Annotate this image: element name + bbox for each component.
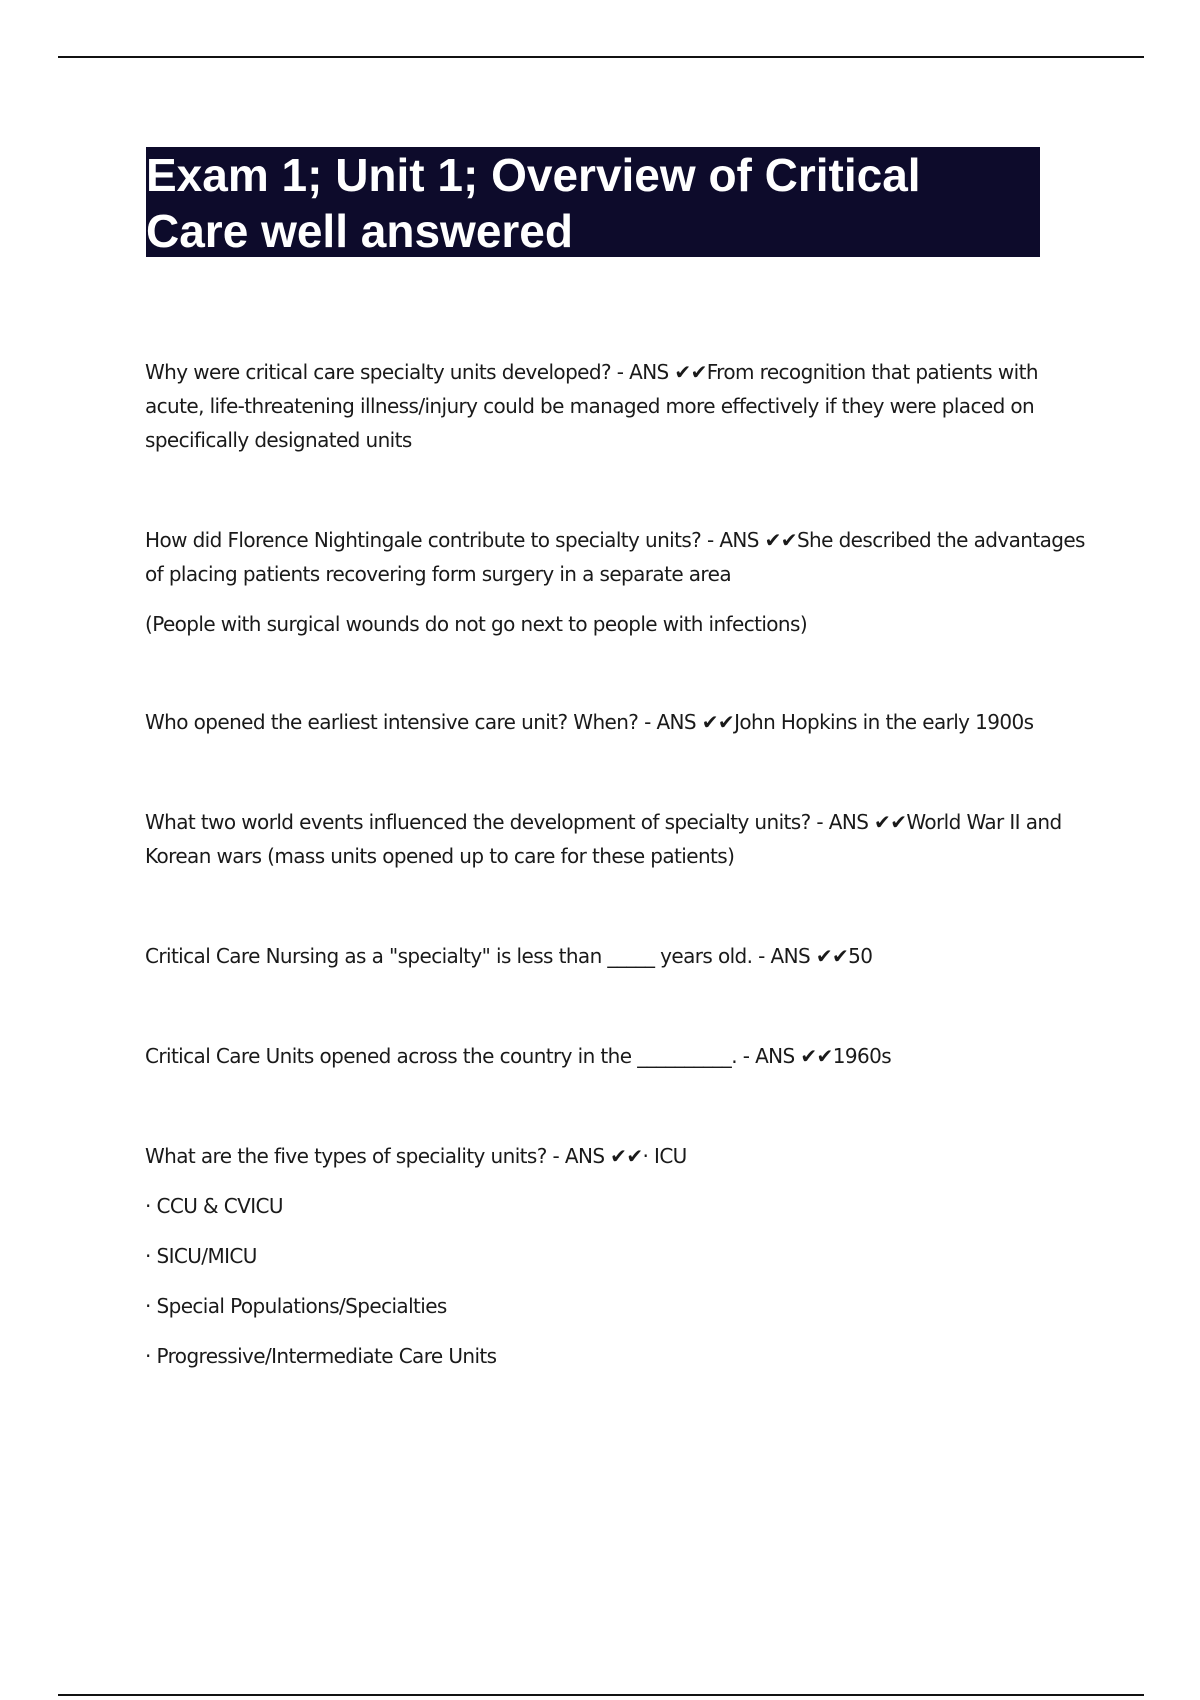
answer-text: She described the advantages of placing patients recovering form surgery in a separate area [145, 528, 1085, 586]
question-text: How did Florence Nightingale contribute to specialty units? [145, 528, 702, 552]
answer-marker: - ANS ✔✔ [638, 710, 735, 734]
answer-text: World War II and Korean wars (mass units opened up to care for these patients) [145, 810, 1062, 868]
answer-text: John Hopkins in the early 1900s [734, 710, 1034, 734]
qa-item-6 [145, 1039, 1095, 1073]
answer-note: (People with surgical wounds do not go next to people with infections) [145, 612, 808, 636]
qa-item-1 [145, 355, 1095, 457]
bullet-item: · Special Populations/Specialties [145, 1294, 447, 1318]
qa-list [145, 355, 1095, 1373]
question-text: What are the five types of speciality units? [145, 1144, 547, 1168]
title-line-2: Care well answered [146, 205, 573, 257]
bullet-item: · CCU & CVICU [145, 1194, 283, 1218]
title-line-1: Exam 1; Unit 1; Overview of Critical [146, 149, 921, 201]
qa-item-4 [145, 805, 1095, 873]
answer-marker: - ANS ✔✔ [701, 528, 797, 552]
question-text: Who opened the earliest intensive care unit? When? [145, 710, 639, 734]
answer-marker: - ANS ✔✔ [810, 810, 907, 834]
answer-marker: - ANS ✔✔ [610, 360, 707, 384]
answer-marker: - ANS ✔✔ [736, 1044, 833, 1068]
header-rule [58, 56, 1144, 58]
question-text: Critical Care Nursing as a "specialty" is less than _____ years old. [145, 944, 753, 968]
qa-item-2 [145, 523, 1095, 591]
bullet-item: · Progressive/Intermediate Care Units [145, 1344, 497, 1368]
question-text: Critical Care Units opened across the country in the __________. [145, 1044, 737, 1068]
qa-item-3 [145, 705, 1095, 739]
question-text: Why were critical care specialty units developed? [145, 360, 611, 384]
question-text: What two world events influenced the development of specialty units? [145, 810, 811, 834]
answer-text: From recognition that patients with acute, life-threatening illness/injury could be managed more effectively if they were placed on specifically designated units [145, 360, 1038, 452]
document-title [146, 147, 1040, 257]
footer-rule [58, 1694, 1144, 1696]
answer-marker: - ANS ✔✔ [752, 944, 849, 968]
answer-text: · ICU [642, 1144, 687, 1168]
answer-text: 50 [848, 944, 873, 968]
answer-text: 1960s [832, 1044, 892, 1068]
answer-marker: - ANS ✔✔ [546, 1144, 643, 1168]
bullet-item: · SICU/MICU [145, 1244, 257, 1268]
qa-item-5 [145, 939, 1095, 973]
qa-item-7 [145, 1139, 1095, 1173]
